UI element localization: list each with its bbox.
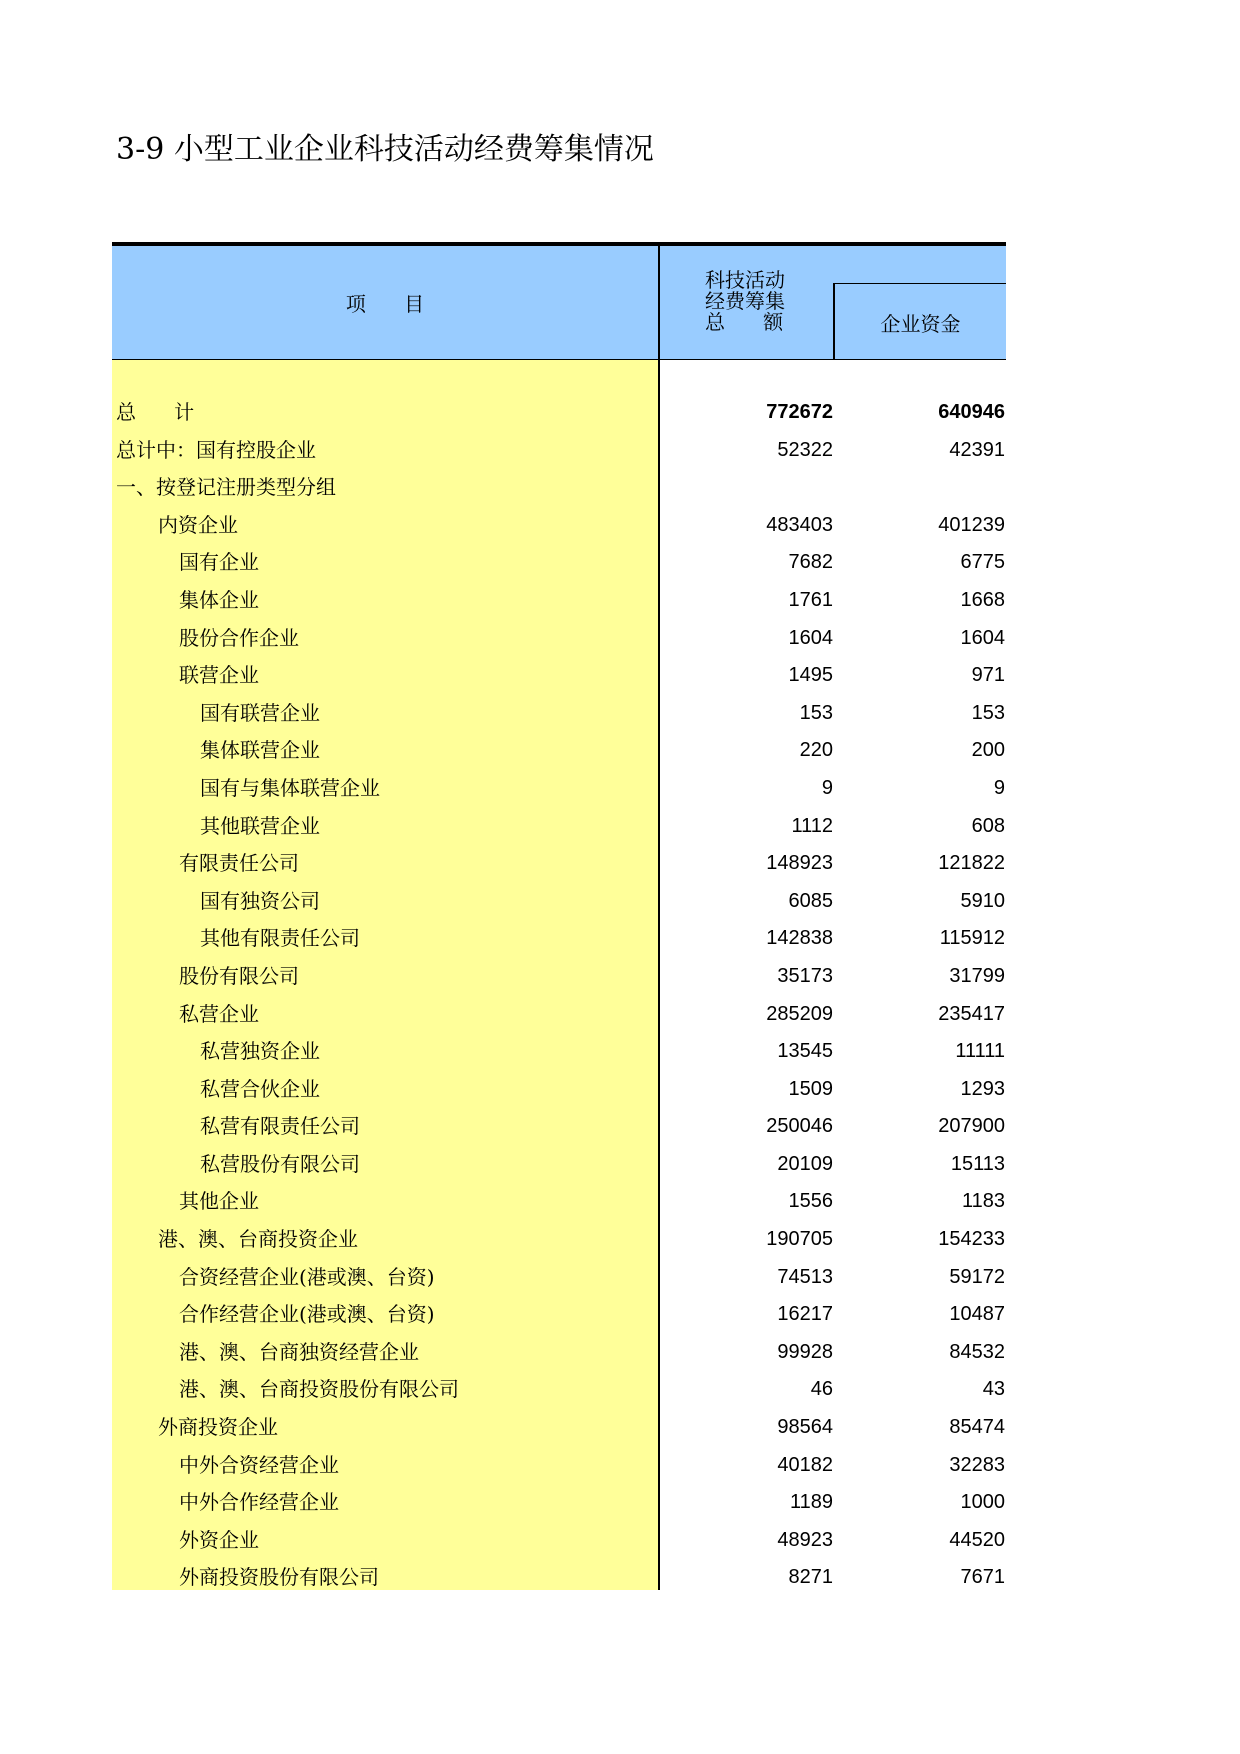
row-total-value: 1556 [788, 1190, 833, 1213]
page-title: 3-9 小型工业企业科技活动经费筹集情况 [116, 132, 654, 167]
row-enterprise-value: 5910 [960, 889, 1005, 912]
row-enterprise-value: 1000 [960, 1491, 1005, 1514]
table-row [112, 1033, 1006, 1071]
table-row [112, 1071, 1006, 1109]
row-label: 私营有限责任公司 [200, 1114, 360, 1139]
row-total-value: 7682 [788, 551, 833, 574]
row-label: 港、澳、台商投资企业 [158, 1227, 358, 1252]
row-label: 其他企业 [179, 1189, 259, 1214]
row-total-value: 285209 [766, 1002, 833, 1025]
row-enterprise-value: 153 [971, 701, 1005, 724]
row-enterprise-value: 9 [993, 776, 1005, 799]
row-total-value: 1189 [789, 1491, 833, 1514]
row-label: 总 计 [116, 400, 195, 424]
row-label: 合作经营企业(港或澳、台资) [179, 1302, 435, 1327]
row-label: 中外合作经营企业 [179, 1490, 339, 1515]
row-label: 外资企业 [179, 1527, 259, 1552]
table-rows [112, 394, 1006, 1597]
row-total-value: 250046 [766, 1115, 833, 1138]
row-enterprise-value: 85474 [949, 1416, 1005, 1439]
table-row [112, 469, 1006, 507]
column-header-total [660, 246, 835, 359]
table-row [112, 657, 1006, 695]
table-row [112, 1183, 1006, 1221]
row-enterprise-value: 84532 [949, 1340, 1005, 1363]
row-enterprise-value: 7671 [960, 1566, 1005, 1589]
column-header-total-line1: 科技活动 [705, 268, 785, 292]
row-label: 私营独资企业 [200, 1039, 320, 1064]
table-row [112, 1559, 1006, 1597]
table-row [112, 1484, 1006, 1522]
row-enterprise-value: 1668 [960, 588, 1005, 611]
row-label: 国有企业 [179, 550, 259, 575]
row-total-value: 40182 [777, 1453, 833, 1476]
row-total-value: 74513 [777, 1265, 833, 1288]
row-label: 其他有限责任公司 [200, 926, 360, 951]
table-row [112, 1447, 1006, 1485]
row-total-value: 46 [810, 1378, 833, 1401]
table-row [112, 1409, 1006, 1447]
row-enterprise-value: 401239 [938, 513, 1005, 536]
row-label: 联营企业 [179, 663, 259, 688]
row-label: 国有独资公司 [200, 888, 320, 913]
row-enterprise-value: 207900 [938, 1115, 1005, 1138]
table-row [112, 432, 1006, 470]
row-total-value: 220 [799, 739, 833, 762]
column-header-enterprise-funds: 企业资金 [833, 283, 1006, 359]
row-total-value: 52322 [777, 438, 833, 461]
row-label: 港、澳、台商投资股份有限公司 [179, 1377, 459, 1402]
row-enterprise-value: 115912 [939, 927, 1005, 950]
row-total-value: 6085 [788, 889, 833, 912]
row-label: 集体企业 [179, 587, 259, 612]
row-total-value: 99928 [777, 1340, 833, 1363]
table-row [112, 1108, 1006, 1146]
row-total-value: 98564 [777, 1416, 833, 1439]
table-row [112, 770, 1006, 808]
row-label: 有限责任公司 [179, 851, 299, 876]
table-row [112, 582, 1006, 620]
row-total-value: 153 [799, 701, 833, 724]
table-row [112, 394, 1006, 432]
row-label: 私营股份有限公司 [200, 1151, 360, 1176]
row-label: 国有与集体联营企业 [200, 775, 380, 800]
row-total-value: 1112 [791, 814, 833, 837]
table-row [112, 883, 1006, 921]
row-label: 国有联营企业 [200, 700, 320, 725]
row-enterprise-value: 59172 [949, 1265, 1005, 1288]
table-row [112, 695, 1006, 733]
row-enterprise-value: 200 [971, 739, 1005, 762]
row-enterprise-value: 31799 [949, 964, 1005, 987]
row-label: 外商投资股份有限公司 [179, 1565, 379, 1590]
row-total-value: 1509 [788, 1077, 833, 1100]
row-total-value: 35173 [777, 964, 833, 987]
table-row [112, 1146, 1006, 1184]
row-label: 外商投资企业 [158, 1415, 278, 1440]
row-enterprise-value: 32283 [949, 1453, 1005, 1476]
row-label: 其他联营企业 [200, 813, 320, 838]
row-total-value: 772672 [766, 401, 833, 423]
row-enterprise-value: 1183 [961, 1190, 1005, 1213]
row-total-value: 16217 [777, 1303, 833, 1326]
table-row [112, 808, 1006, 846]
row-label: 总计中：国有控股企业 [116, 437, 316, 462]
row-enterprise-value: 608 [971, 814, 1005, 837]
row-enterprise-value: 10487 [949, 1303, 1005, 1326]
row-enterprise-value [833, 469, 1005, 507]
row-total-value: 483403 [766, 513, 833, 536]
row-enterprise-value: 971 [971, 664, 1005, 687]
row-enterprise-value: 640946 [938, 401, 1005, 423]
row-total-value: 8271 [788, 1566, 833, 1589]
row-total-value: 190705 [766, 1228, 833, 1251]
row-label: 内资企业 [158, 512, 238, 537]
row-label: 港、澳、台商独资经营企业 [179, 1339, 419, 1364]
row-total-value: 13545 [777, 1040, 833, 1063]
row-total-value: 148923 [766, 852, 833, 875]
row-total-value: 9 [821, 776, 833, 799]
row-label: 中外合资经营企业 [179, 1452, 339, 1477]
table-row [112, 1371, 1006, 1409]
row-label: 合资经营企业(港或澳、台资) [179, 1264, 435, 1289]
row-enterprise-value: 44520 [949, 1528, 1005, 1551]
table-header [112, 246, 1006, 360]
row-enterprise-value: 121822 [938, 852, 1005, 875]
row-enterprise-value: 11111 [955, 1040, 1005, 1063]
column-header-total-line2: 经费筹集 [705, 289, 785, 313]
row-enterprise-value: 1293 [960, 1077, 1005, 1100]
table-row [112, 732, 1006, 770]
column-header-item: 项 目 [112, 246, 660, 359]
table-row [112, 620, 1006, 658]
row-label: 股份有限公司 [179, 963, 299, 988]
table-row [112, 544, 1006, 582]
table-row [112, 996, 1006, 1034]
row-label: 一、按登记注册类型分组 [116, 475, 336, 500]
row-total-value [660, 469, 833, 507]
row-total-value: 1761 [788, 588, 833, 611]
row-total-value: 20109 [777, 1152, 833, 1175]
column-header-total-line3: 总 额 [705, 310, 784, 334]
table-row [112, 1259, 1006, 1297]
row-enterprise-value: 15113 [950, 1152, 1005, 1175]
row-label: 股份合作企业 [179, 625, 299, 650]
table-row [112, 1522, 1006, 1560]
table-body [112, 360, 1006, 1590]
row-enterprise-value: 1604 [960, 626, 1005, 649]
row-total-value: 1604 [788, 626, 833, 649]
row-enterprise-value: 6775 [960, 551, 1005, 574]
row-total-value: 142838 [766, 927, 833, 950]
table-row [112, 1334, 1006, 1372]
row-total-value: 1495 [788, 664, 833, 687]
row-label: 私营企业 [179, 1001, 259, 1026]
row-enterprise-value: 235417 [938, 1002, 1005, 1025]
table-row [112, 845, 1006, 883]
row-label: 私营合伙企业 [200, 1076, 320, 1101]
table-row [112, 958, 1006, 996]
table-row [112, 507, 1006, 545]
table-row [112, 1221, 1006, 1259]
row-total-value: 48923 [777, 1528, 833, 1551]
row-enterprise-value: 42391 [949, 438, 1005, 461]
row-enterprise-value: 43 [982, 1378, 1005, 1401]
table-row [112, 1296, 1006, 1334]
row-label: 集体联营企业 [200, 738, 320, 763]
row-enterprise-value: 154233 [938, 1228, 1005, 1251]
table-row [112, 920, 1006, 958]
